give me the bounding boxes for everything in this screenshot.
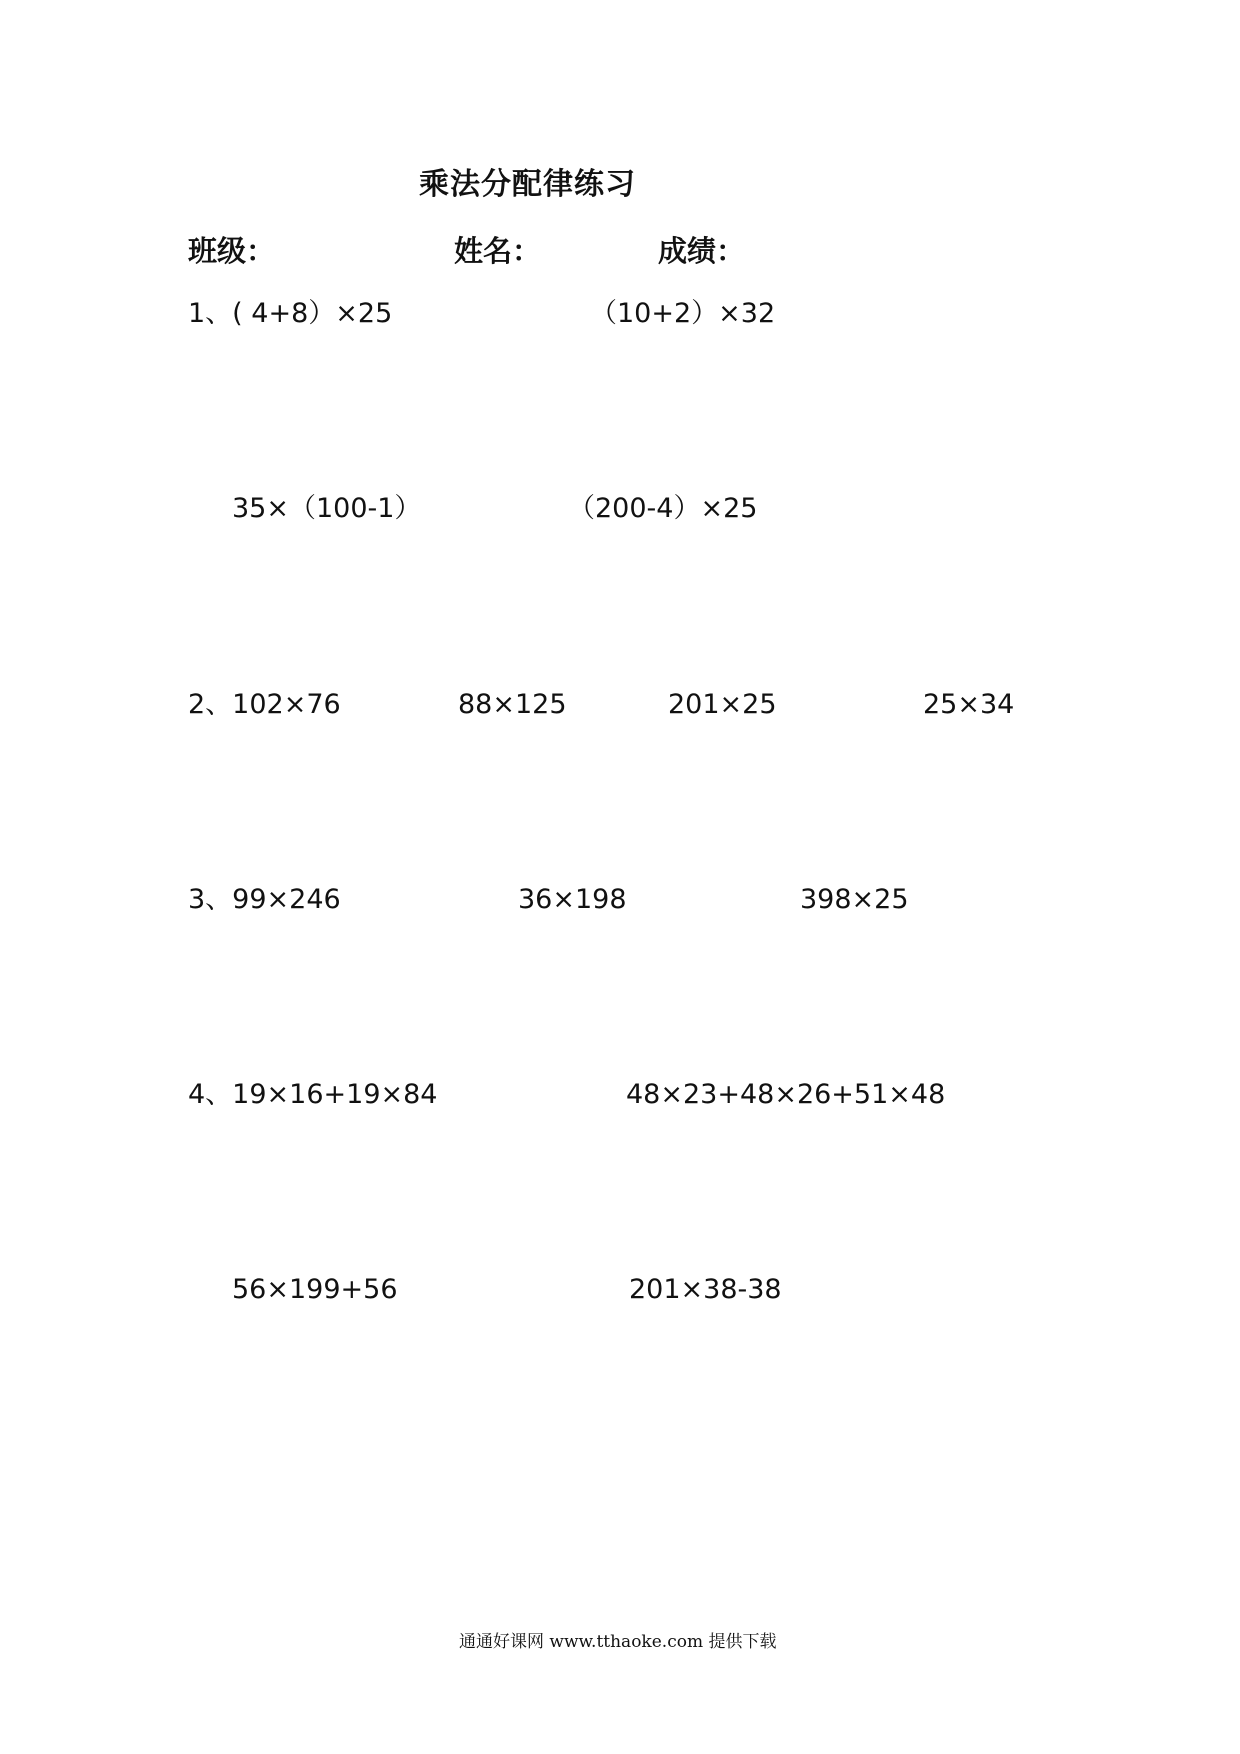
worksheet-title: 乘法分配律练习 [419, 167, 636, 202]
problem-3c: 398×25 [800, 884, 909, 915]
problem-3a: 3、99×246 [188, 884, 341, 915]
problem-1a: 1、( 4+8）×25 [188, 298, 393, 329]
problem-4c: 56×199+56 [232, 1274, 398, 1305]
problem-3b: 36×198 [518, 884, 627, 915]
problem-2a: 2、102×76 [188, 689, 341, 720]
problem-2d: 25×34 [923, 689, 1015, 720]
footer-credit: 通通好课网 www.tthaoke.com 提供下载 [459, 1632, 777, 1652]
problem-4d: 201×38-38 [629, 1274, 782, 1305]
score-label: 成绩： [658, 234, 746, 268]
problem-4a: 4、19×16+19×84 [188, 1079, 438, 1110]
name-label: 姓名： [454, 234, 542, 268]
problem-1b: （10+2）×32 [590, 298, 776, 329]
problem-2c: 201×25 [668, 689, 777, 720]
problem-1d: （200-4）×25 [568, 493, 758, 524]
problem-2b: 88×125 [458, 689, 567, 720]
problem-1c: 35×（100-1） [232, 493, 422, 524]
class-label: 班级： [188, 234, 276, 268]
problem-4b: 48×23+48×26+51×48 [626, 1079, 946, 1110]
